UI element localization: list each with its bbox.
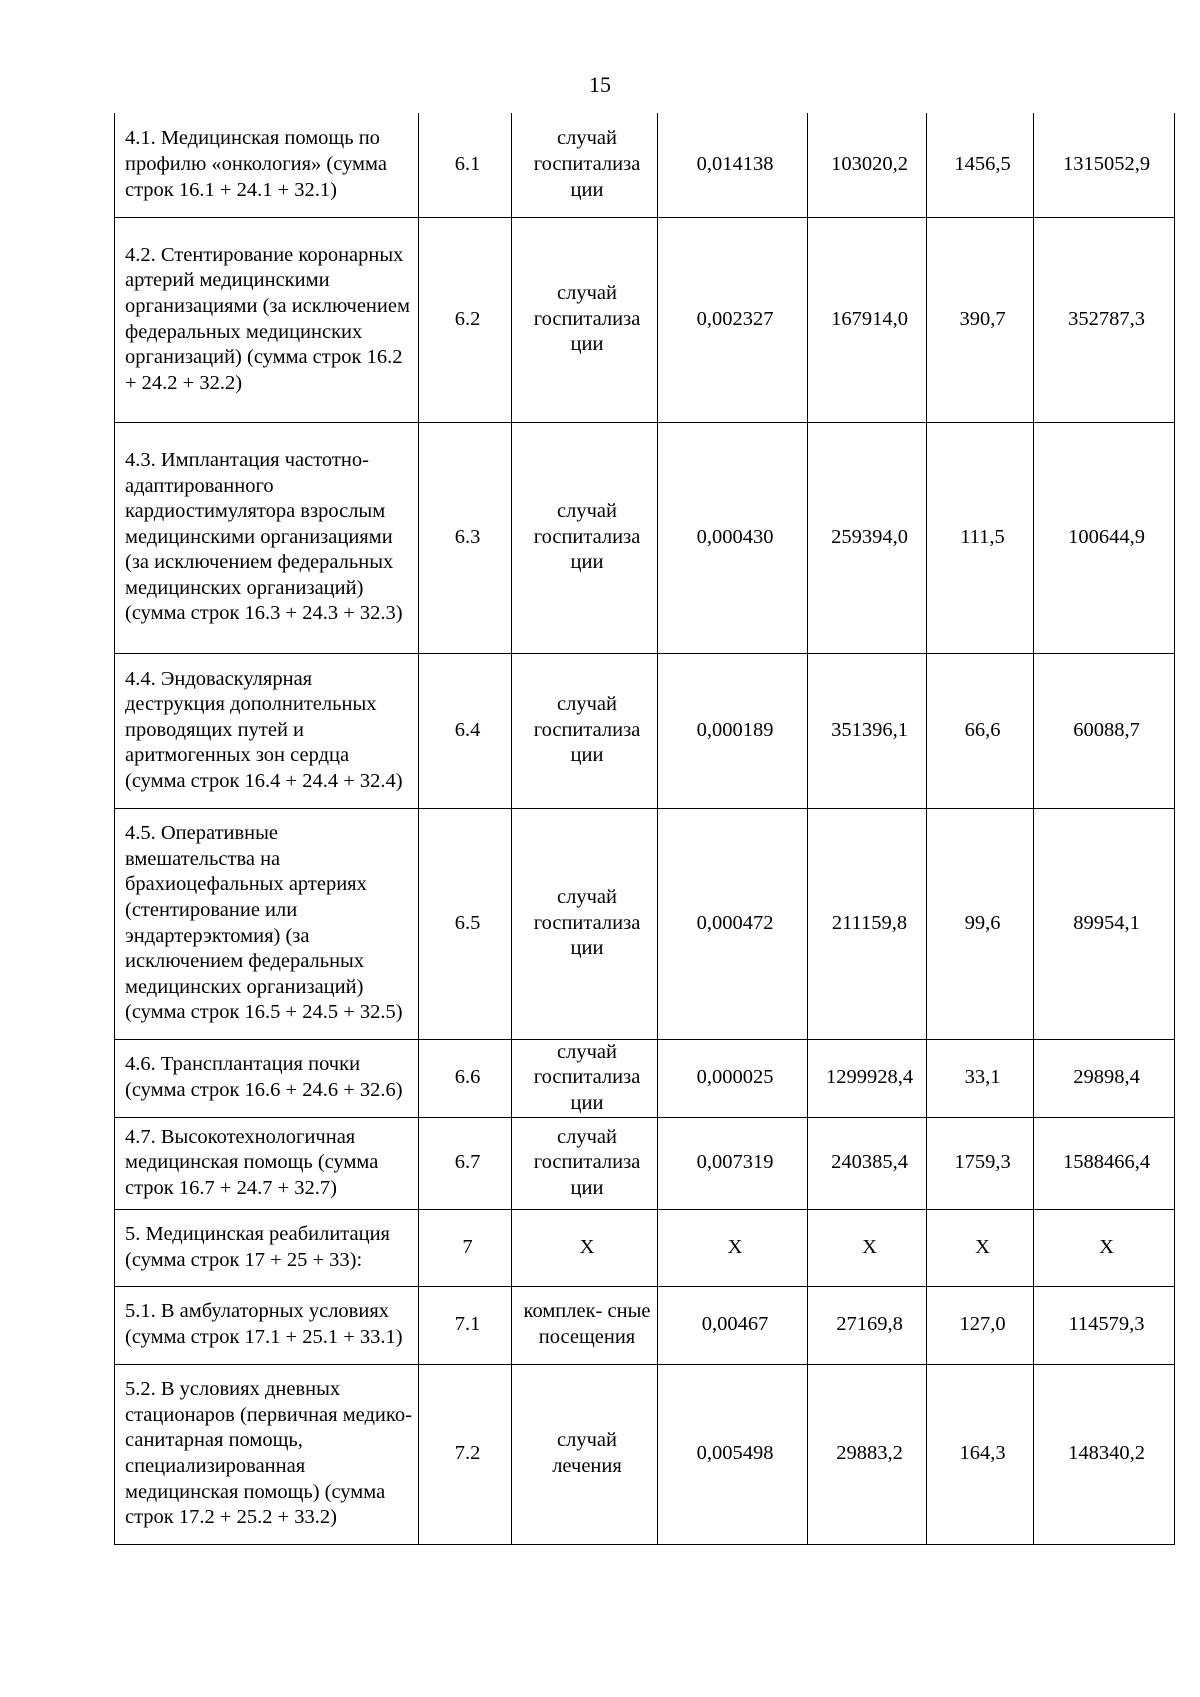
table-row xyxy=(115,653,1175,808)
row-volume: 0,000472 xyxy=(658,808,808,1039)
row-volume: 0,002327 xyxy=(658,217,808,422)
row-unit: случай лечения xyxy=(512,1364,658,1544)
row-total: 89954,1 xyxy=(1034,808,1175,1039)
table-row xyxy=(115,1286,1175,1364)
table-row xyxy=(115,217,1175,422)
row-code: 6.6 xyxy=(419,1039,512,1117)
row-cost: 240385,4 xyxy=(808,1117,927,1209)
table-row xyxy=(115,1364,1175,1544)
page-number: 15 xyxy=(589,72,611,97)
row-total: 352787,3 xyxy=(1034,217,1175,422)
row-unit: случай госпитализа ции xyxy=(512,422,658,653)
row-cost: 29883,2 xyxy=(808,1364,927,1544)
row-total: 114579,3 xyxy=(1034,1286,1175,1364)
row-total: 1315052,9 xyxy=(1034,113,1175,217)
row-cost: 167914,0 xyxy=(808,217,927,422)
row-unit: случай госпитализа ции xyxy=(512,808,658,1039)
row-cost: 1299928,4 xyxy=(808,1039,927,1117)
row-cost: 259394,0 xyxy=(808,422,927,653)
row-per-capita: Х xyxy=(927,1209,1034,1286)
row-unit: Х xyxy=(512,1209,658,1286)
table-row xyxy=(115,1117,1175,1209)
row-name: 4.1. Медицинская помощь по профилю «онкология» (сумма строк 16.1 + 24.1 + 32.1) xyxy=(115,113,419,217)
row-code: 6.7 xyxy=(419,1117,512,1209)
row-per-capita: 164,3 xyxy=(927,1364,1034,1544)
row-cost: 351396,1 xyxy=(808,653,927,808)
row-cost: 27169,8 xyxy=(808,1286,927,1364)
row-name: 4.3. Имплантация частотно-адаптированного кардиостимулятора взрослым медицинскими организациями (за исключением федеральных медицинских организаций) (сумма строк 16.3 + 24.3 + 32.3) xyxy=(115,422,419,653)
row-unit: комплек- сные посещения xyxy=(512,1286,658,1364)
row-per-capita: 390,7 xyxy=(927,217,1034,422)
row-unit: случай госпитализа ции xyxy=(512,653,658,808)
row-code: 7.1 xyxy=(419,1286,512,1364)
row-name: 5.2. В условиях дневных стационаров (первичная медико-санитарная помощь, специализированная медицинская помощь) (сумма строк 17.2 + 25.2 + 33.2) xyxy=(115,1364,419,1544)
row-per-capita: 1759,3 xyxy=(927,1117,1034,1209)
row-unit: случай госпитализа ции xyxy=(512,217,658,422)
row-volume: 0,000025 xyxy=(658,1039,808,1117)
row-cost: 103020,2 xyxy=(808,113,927,217)
row-code: 6.3 xyxy=(419,422,512,653)
row-name: 4.6. Трансплантация почки (сумма строк 16.6 + 24.6 + 32.6) xyxy=(115,1039,419,1117)
row-cost: Х xyxy=(808,1209,927,1286)
row-name: 5.1. В амбулаторных условиях (сумма строк 17.1 + 25.1 + 33.1) xyxy=(115,1286,419,1364)
row-name: 4.4. Эндоваскулярная деструкция дополнительных проводящих путей и аритмогенных зон сердца (сумма строк 16.4 + 24.4 + 32.4) xyxy=(115,653,419,808)
row-name: 5. Медицинская реабилитация (сумма строк 17 + 25 + 33): xyxy=(115,1209,419,1286)
row-per-capita: 99,6 xyxy=(927,808,1034,1039)
row-total: 100644,9 xyxy=(1034,422,1175,653)
row-code: 6.5 xyxy=(419,808,512,1039)
row-per-capita: 33,1 xyxy=(927,1039,1034,1117)
row-unit: случай госпитализа ции xyxy=(512,1117,658,1209)
row-volume: 0,000189 xyxy=(658,653,808,808)
row-total: Х xyxy=(1034,1209,1175,1286)
row-per-capita: 1456,5 xyxy=(927,113,1034,217)
row-volume: 0,014138 xyxy=(658,113,808,217)
row-volume: 0,007319 xyxy=(658,1117,808,1209)
row-volume: Х xyxy=(658,1209,808,1286)
row-unit: случай госпитализа ции xyxy=(512,1039,658,1117)
row-code: 7.2 xyxy=(419,1364,512,1544)
row-volume: 0,005498 xyxy=(658,1364,808,1544)
table-row xyxy=(115,113,1175,217)
row-name: 4.5. Оперативные вмешательства на брахиоцефальных артериях (стентирование или эндартерэктомия) (за исключением федеральных медицинских организаций) (сумма строк 16.5 + 24.5 + 32.5) xyxy=(115,808,419,1039)
row-per-capita: 111,5 xyxy=(927,422,1034,653)
row-volume: 0,00467 xyxy=(658,1286,808,1364)
row-total: 1588466,4 xyxy=(1034,1117,1175,1209)
row-name: 4.7. Высокотехнологичная медицинская помощь (сумма строк 16.7 + 24.7 + 32.7) xyxy=(115,1117,419,1209)
row-total: 29898,4 xyxy=(1034,1039,1175,1117)
row-volume: 0,000430 xyxy=(658,422,808,653)
table-row xyxy=(115,1039,1175,1117)
row-code: 6.4 xyxy=(419,653,512,808)
table-row xyxy=(115,808,1175,1039)
row-per-capita: 66,6 xyxy=(927,653,1034,808)
row-code: 6.1 xyxy=(419,113,512,217)
row-total: 60088,7 xyxy=(1034,653,1175,808)
row-unit: случай госпитализа ции xyxy=(512,113,658,217)
row-per-capita: 127,0 xyxy=(927,1286,1034,1364)
row-code: 7 xyxy=(419,1209,512,1286)
medical-care-table xyxy=(114,113,1175,1545)
table-row xyxy=(115,1209,1175,1286)
row-cost: 211159,8 xyxy=(808,808,927,1039)
table-row xyxy=(115,422,1175,653)
row-total: 148340,2 xyxy=(1034,1364,1175,1544)
row-name: 4.2. Стентирование коронарных артерий медицинскими организациями (за исключением федеральных медицинских организаций) (сумма строк 16.2 + 24.2 + 32.2) xyxy=(115,217,419,422)
row-code: 6.2 xyxy=(419,217,512,422)
